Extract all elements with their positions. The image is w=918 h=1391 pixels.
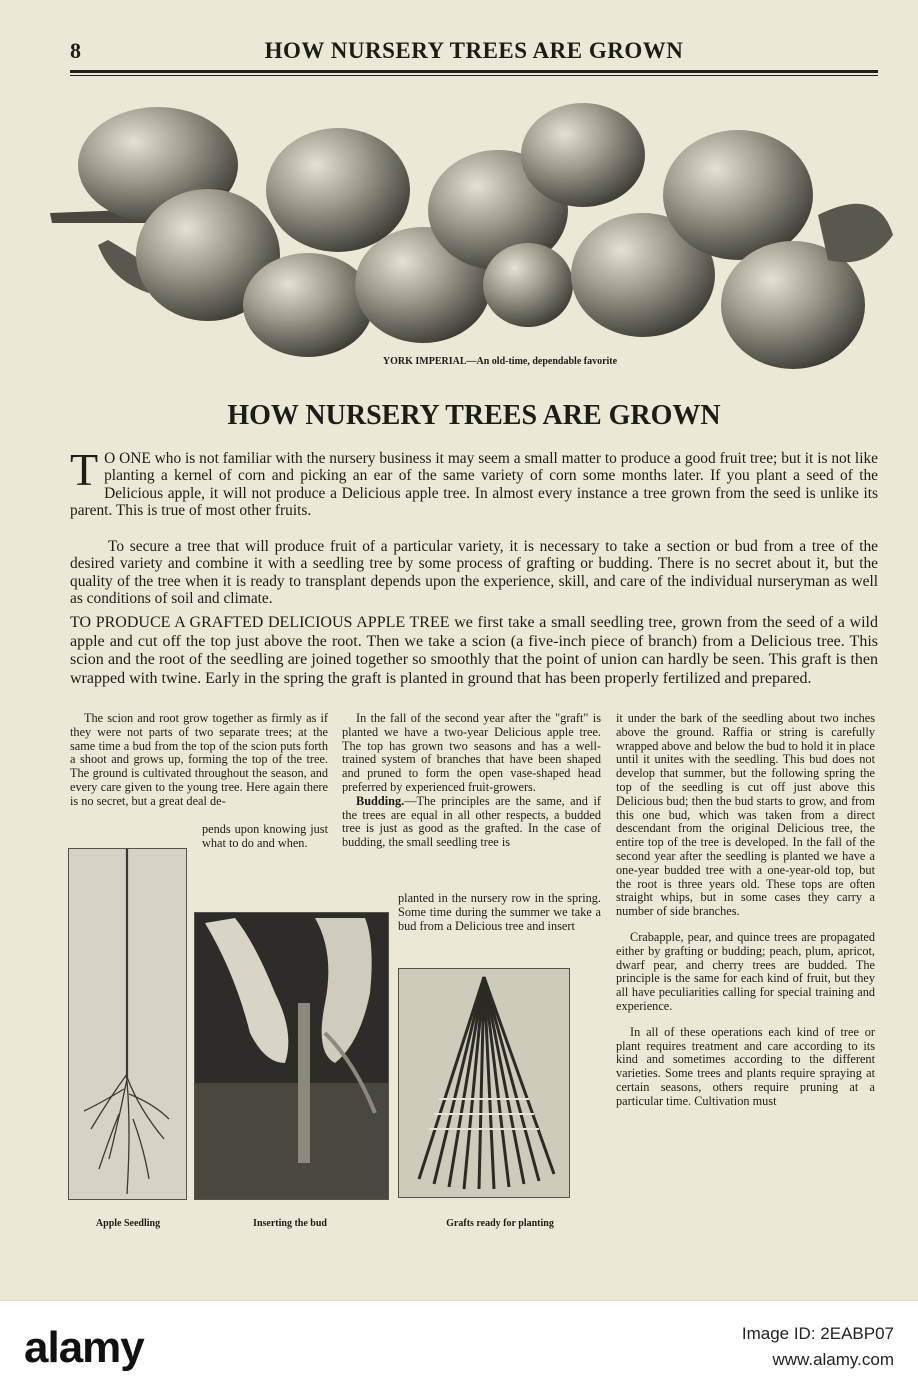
paragraph-2: To secure a tree that will produce fruit of a particular variety, it is necessary to take a section or bud from a tree of the desired variety and combine it with a seedling tree by some process of grafting or budding. There is no secret about it, but the quality of the tree when it is ready to transplant depends upon the experience, skill, and care of the individual nurseryman as well as conditions of soil and climate. <box>70 538 878 608</box>
column-3-para-2: Crabapple, pear, and quince trees are propagated either by grafting or budding; peach, plum, apricot, dwarf pear, and cherry trees are budded. The principle is the same for each kind of fruit, but they all have peculiarities calling for special training and experience. <box>616 929 875 1013</box>
hero-caption: YORK IMPERIAL—An old-time, dependable favorite <box>382 356 618 367</box>
drop-cap: T <box>70 444 99 495</box>
header-rule-thin <box>70 75 878 76</box>
budding-text: —The principles are the same, and if the trees are equal in all other respects, a budded tree is just as good as the grafted. In the case of budding, the small seedling tree is <box>342 793 601 850</box>
bud-caption: Inserting the bud <box>253 1218 327 1229</box>
column-3-para-1: it under the bark of the seedling about two inches above the ground. Raffia or string is carefully wrapped above and below the bud to hold it in place until it unites with the seedling. This bud does not develop that summer, but the following spring the top of the seedling is cut off just above this Delicious bud; then the bud starts to grow, and from this one bud, which was taken from a direct descendant from the original Delicious tree, the entire top of the tree is developed. In the fall of the second year after the seedling is planted we have a one-year budded tree with a one-year-old top, but the root is three years old. These tops are often straight whips, but in some cases they carry a number of side branches. <box>616 711 875 919</box>
image-id: Image ID: 2EABP07 <box>741 1324 894 1343</box>
page-number: 8 <box>70 38 81 63</box>
image-id-block <box>742 1321 894 1373</box>
brand-logo: alamy <box>24 1323 144 1372</box>
header-rule <box>70 70 878 73</box>
apple-seedling-photo <box>68 848 187 1200</box>
running-header <box>70 36 878 70</box>
site-url: www.alamy.com <box>772 1350 894 1369</box>
grafts-bundle-photo <box>398 968 570 1198</box>
column-3 <box>616 712 875 1121</box>
paragraph-grafting: TO PRODUCE A GRAFTED DELICIOUS APPLE TREE we first take a small seedling tree, grown from the seed of a wild apple and cut off the top just above the root. Then we take a scion (a five-inch piece of branch) from a Delicious tree. This scion and the root of the seedling are joined together so smoothly that the point of union can hardly be seen. This graft is then wrapped with twine. Early in the spring the graft is planted in ground that has been properly fertilized and prepared. <box>70 614 878 687</box>
intro-text: O ONE who is not familiar with the nursery business it may seem a small matter to produce a good fruit tree; but it is not like planting a kernel of corn and picking an ear of the same variety of corn some months later. If you plant a seed of the Delicious apple, it will not produce a Delicious apple tree. In almost every instance a tree grown from the seed is unlike its parent. This is true of most other fruits. <box>70 450 878 520</box>
grafts-caption: Grafts ready for planting <box>446 1218 554 1229</box>
column-2-text: In the fall of the second year after the "graft" is planted we have a two-year Delicious apple tree. The top has grown two seasons and has a well-trained system of branches that have been shaped and pruned to form the open vase-shaped head preferred by experienced fruit-growers. <box>342 711 601 794</box>
column-2-continued: planted in the nursery row in the spring. Some time during the summer we take a bud from a Delicious tree and insert <box>398 891 601 933</box>
article-headline: HOW NURSERY TREES ARE GROWN <box>227 400 721 431</box>
stock-photo-bar <box>0 1300 918 1391</box>
running-title: HOW NURSERY TREES ARE GROWN <box>264 38 684 63</box>
intro-paragraph <box>70 444 878 520</box>
column-1-text: The scion and root grow together as firmly as if they were not parts of two separate trees; at the same time a bud from the top of the scion puts forth a shoot and grows up, forming the top of the tree. The ground is cultivated throughout the season, and every care given to the young tree. Here again there is no secret, but a great deal de- <box>70 711 328 808</box>
seedling-caption: Apple Seedling <box>95 1218 161 1229</box>
column-3-para-3: In all of these operations each kind of tree or plant requires treatment and care according to its kind and sometimes according to the different varieties. Some trees and plants require spraying at certain seasons, others require pruning at a particular time. Cultivation must <box>616 1024 875 1108</box>
column-2 <box>342 712 601 850</box>
budding-label: Budding. <box>356 793 405 808</box>
column-1-continued: pends upon knowing just what to do and when. <box>202 822 328 850</box>
york-imperial-apples-image <box>48 95 898 375</box>
inserting-bud-photo <box>194 912 389 1200</box>
